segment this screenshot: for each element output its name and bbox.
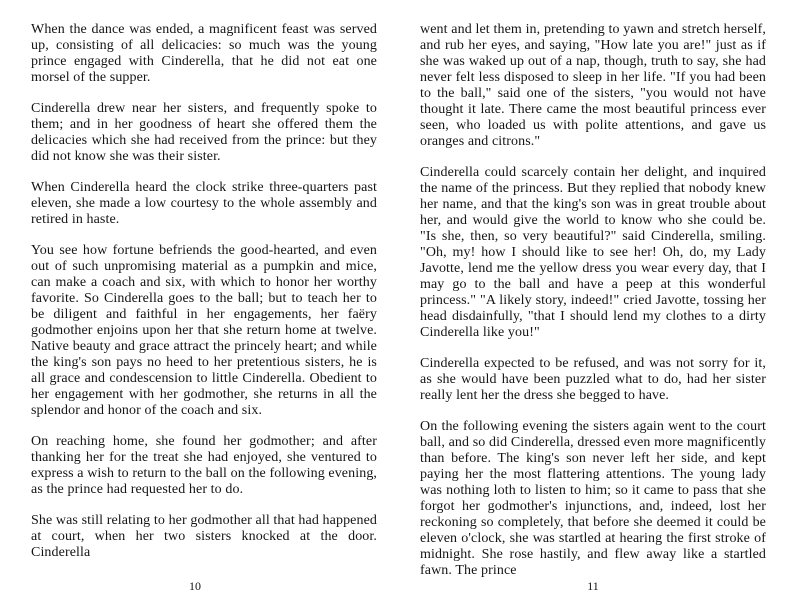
- paragraph: When Cinderella heard the clock strike three-quarters past eleven, she made a low courtesy to the whole assembly and retired in haste.: [31, 180, 377, 227]
- page-right-text: [420, 22, 766, 594]
- paragraph: went and let them in, pretending to yawn and stretch herself, and rub her eyes, and saying, "How late you are!" just as if she was waked up out of a nap, though, truth to say, she had never felt less disposed to sleep in her life. "If you had been to the ball," said one of the sisters, "you would not have thought it late. There came the most beautiful princess ever seen, who loaded us with polite attentions, and gave us oranges and citrons.": [420, 22, 766, 149]
- page-number-left: 10: [189, 579, 201, 593]
- paragraph: Cinderella could scarcely contain her delight, and inquired the name of the princess. But they replied that nobody knew her name, and that the king's son was in great trouble about her, and would give the world to know who she could be. "Is she, then, so very beautiful?" said Cinderella, smiling. "Oh, my! how I should like to see her! Oh, do, my Lady Javotte, lend me the yellow dress you wear every day, that I may go to the ball and have a peep at this wonderful princess." "A likely story, indeed!" cried Javotte, tossing her head disdainfully, "that I should lend my clothes to a dirty Cinderella like you!": [420, 165, 766, 340]
- paragraph: She was still relating to her godmother all that had happened at court, when her two sisters knocked at the door. Cinderella: [31, 513, 377, 560]
- paragraph: On reaching home, she found her godmother; and after thanking her for the treat she had enjoyed, she ventured to express a wish to return to the ball on the following evening, as the prince had requested her to do.: [31, 434, 378, 497]
- paragraph: On the following evening the sisters again went to the court ball, and so did Cinderella, dressed even more magnificently than before. The king's son never left her side, and kept paying her the most flattering attentions. The young lady was nothing loth to listen to him; so it came to pass that she forgot her godmother's injunctions, and, indeed, lost her reckoning so completely, that before she deemed it could be eleven o'clock, she was startled at hearing the first stroke of midnight. She rose hastily, and flew away like a startled fawn. The prince: [420, 419, 766, 578]
- paragraph: You see how fortune befriends the good-hearted, and even out of such unpromising material as a pumpkin and mice, can make a coach and six, with which to honor her worthy favorite. So Cinderella goes to the ball; but to teach her to be diligent and faithful in her engagements, her faëry godmother enjoins upon her that she return home at twelve. Native beauty and grace attract the princely heart; and while the king's son pays no heed to her pretentious sisters, he is all grace and condescension to little Cinderella. Obedient to her engagement with her godmother, she returns in all the splendor and honor of the coach and six.: [31, 243, 377, 418]
- page-number-right: 11: [587, 579, 599, 593]
- paragraph: When the dance was ended, a magnificent feast was served up, consisting of all delicacies: so much was the young prince engaged with Cinderella, that he did not eat one morsel of the supper.: [31, 22, 377, 85]
- paragraph: Cinderella drew near her sisters, and frequently spoke to them; and in her goodness of heart she offered them the delicacies which she had received from the prince: but they did not know she was their sister.: [31, 101, 377, 164]
- page-left-text: [31, 22, 377, 576]
- paragraph: Cinderella expected to be refused, and was not sorry for it, as she would have been puzzled what to do, had her sister really lent her the dress she begged to have.: [420, 356, 766, 403]
